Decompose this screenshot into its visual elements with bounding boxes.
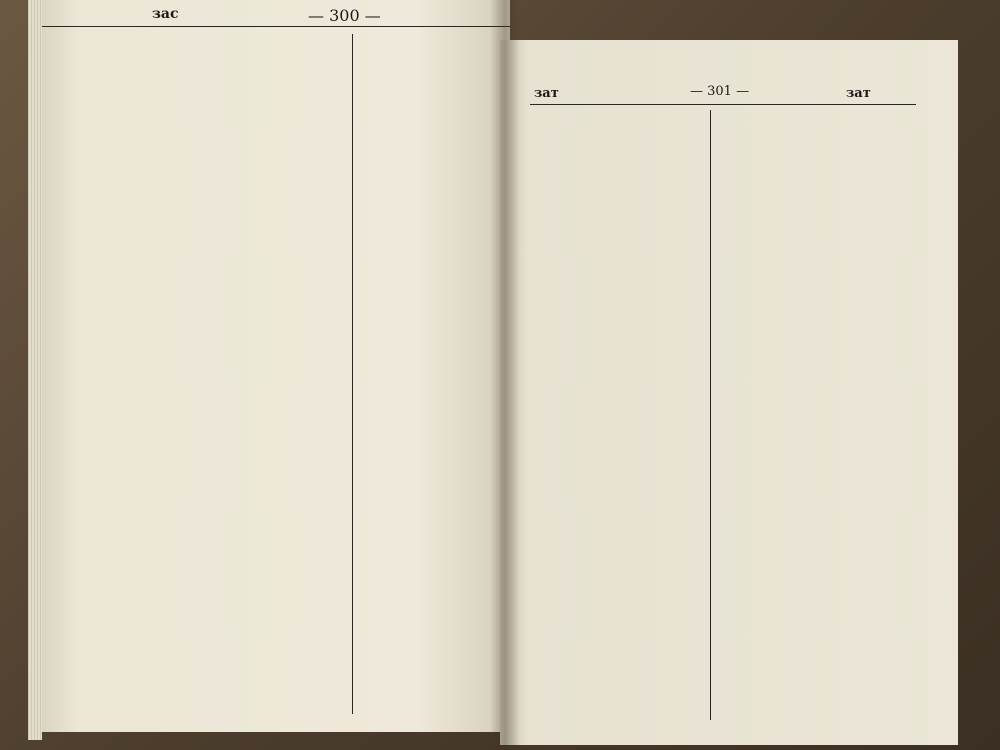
right-page-number: 301: [707, 84, 732, 99]
book-gutter: [490, 0, 520, 750]
left-page: [40, 0, 510, 732]
right-page: [500, 40, 958, 745]
right-header-rule: [530, 104, 916, 105]
left-column-divider: [352, 34, 353, 714]
left-header-rule: [40, 26, 510, 27]
left-page-number: 300: [329, 6, 360, 25]
right-running-head: зат: [846, 86, 871, 101]
right-column-2: [716, 110, 906, 720]
page-stack-edge: [28, 0, 42, 740]
right-column-divider: [710, 110, 711, 720]
right-running-head-left: зат: [534, 86, 559, 101]
left-column-2: [360, 34, 510, 724]
right-column-1: [534, 110, 714, 720]
right-page-number-line: — 301 —: [690, 84, 750, 99]
left-running-head: зас: [152, 6, 179, 22]
left-page-number-line: — 300 —: [308, 6, 381, 25]
left-column-1: [120, 34, 350, 724]
